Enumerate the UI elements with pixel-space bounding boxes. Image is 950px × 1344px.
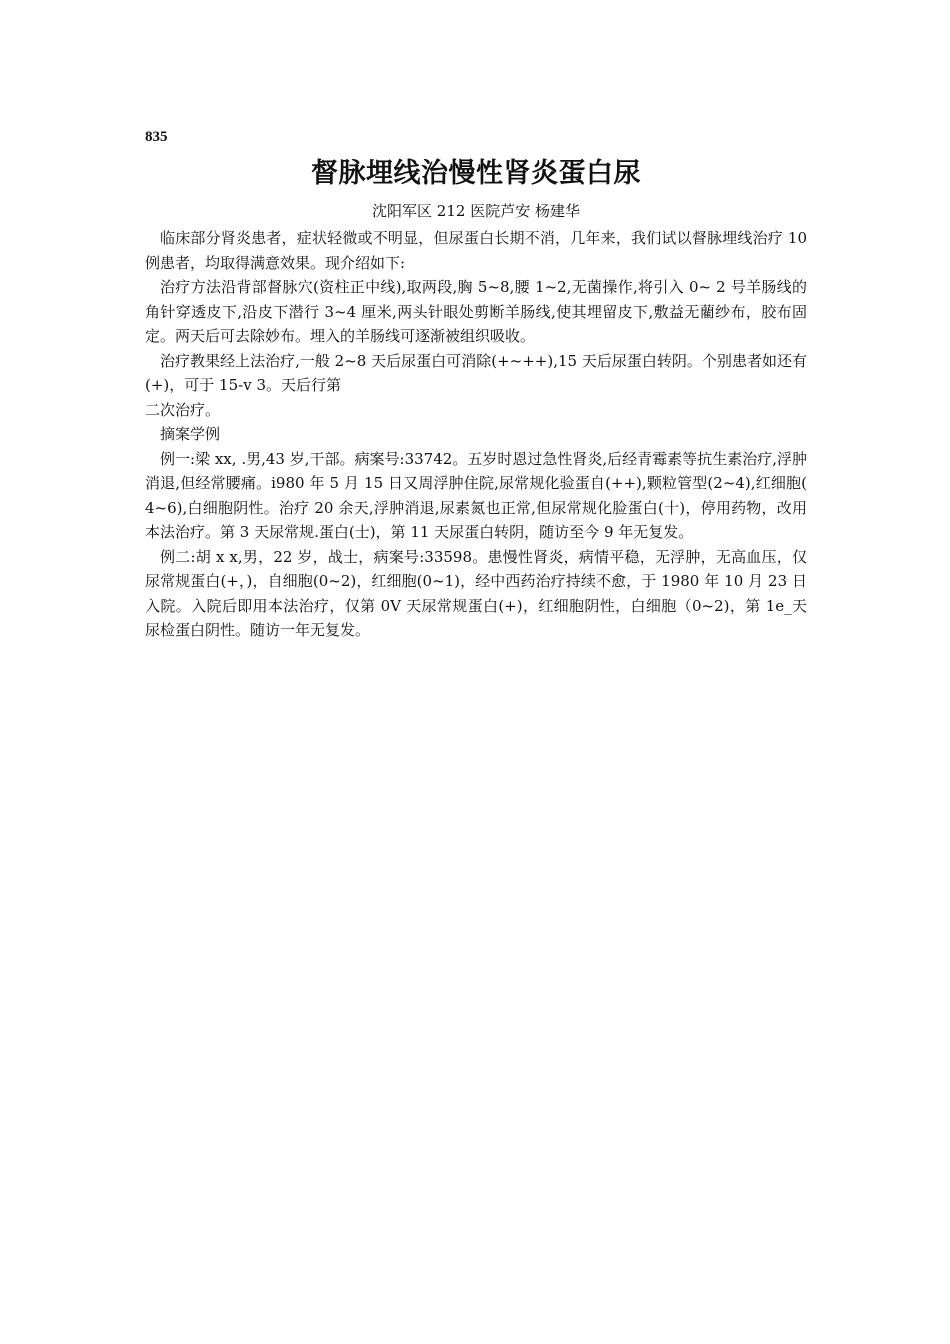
method-paragraph: 治疗方法沿背部督脉穴(资柱正中线),取两段,胸 5~8,腰 1~2,无菌操作,将引入 0~ 2 号羊肠线的角针穿透皮下,沿皮下潜行 3~4 厘米,两头针眼处剪断羊肠线,使其埋留皮下,敷益无藺纱布，胶布固定。两天后可去除妙布。埋入的羊肠线可逐渐被组织吸收。	[145, 278, 807, 345]
results-continuation: 二次治疗。	[145, 400, 221, 419]
case-two-paragraph: 例二:胡 x x,男，22 岁，战士，病案号:33598。患慢性肾炎，病情平稳，无浮肿，无高血压，仅尿常规蛋白(+，)，自细胞(0~2)，红细胞(0~1)，经中西药治疗持续不愈，于 1980 年 10 月 23 日入院。入院后即用本法治疗，仅第 0V 天尿常规蛋白(+)，红细胞阴性，白细胞（0~2)，第 1e_天尿检蛋白阴性。随访一年无复发。	[145, 547, 807, 639]
author-byline: 沈阳军区 212 医院芦安 杨建华	[372, 202, 580, 220]
article-body	[145, 226, 807, 643]
intro-paragraph: 临床部分肾炎患者，症状轻微或不明显，但尿蛋白长期不消，几年来，我们试以督脉埋线治疗 10 例患者，均取得满意效果。现介绍如下:	[145, 229, 807, 272]
page-number: 835	[145, 129, 168, 145]
results-paragraph: 治疗教果经上法治疗,一般 2~8 天后尿蛋白可消除(+~++),15 天后尿蛋白转阴。个别患者如还有(+)，可于 15-v 3。天后行第	[145, 351, 807, 394]
article-title: 督脉埋线治慢性肾炎蛋白尿	[311, 158, 641, 189]
case-one-paragraph: 例一:梁 xx, .男,43 岁,干部。病案号:33742。五岁时恩过急性肾炎,后经青霉素等抗生素治疗,浮肿消退,但经常腰痛。i980 年 5 月 15 日又周浮肿住院,尿常规化验蛋自(++),颗粒管型(2~4),红细胞( 4~6),白细胞阴性。治疗 20 余天,浮肿消退,尿素氮也正常,但尿常规化脸蛋白(十)，停用药物，改用本法治疗。第 3 天尿常规.蛋白(士)，第 11 天尿蛋白转阴，随访至今 9 年无复发。	[145, 449, 807, 541]
case-heading: 摘案学例	[160, 425, 221, 443]
